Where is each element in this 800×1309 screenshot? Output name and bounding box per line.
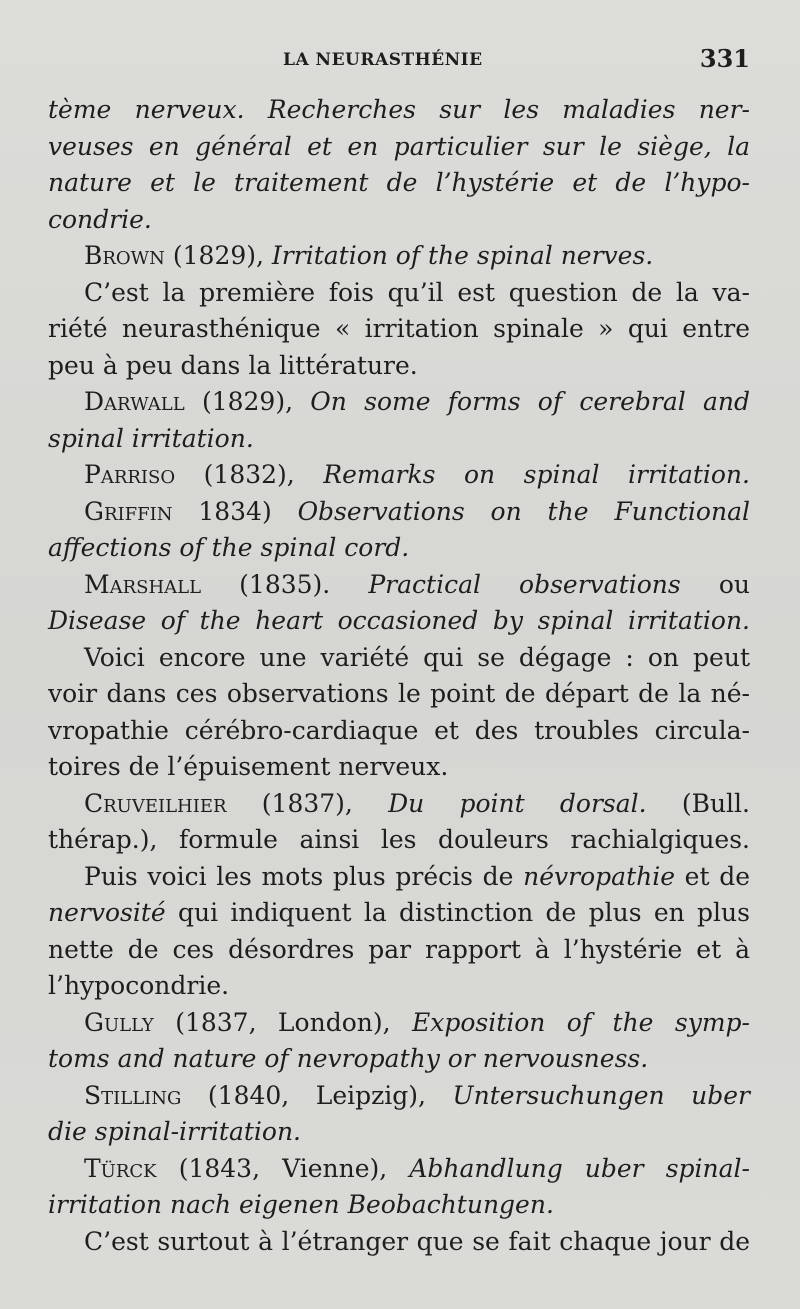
author-name: Türck — [84, 1153, 157, 1183]
text-segment: ou — [680, 569, 750, 599]
text-segment: peu à peu dans la littérature. — [48, 350, 418, 380]
text-line — [48, 384, 750, 421]
text-segment: (Bull. — [646, 788, 750, 818]
author-name: Darwall — [84, 387, 185, 416]
italic-text: nature et le traitement de l’hystérie et de l’hypo- — [48, 168, 750, 197]
text-segment: Voici encore une variété qui se dégage : on peut — [84, 642, 750, 672]
text-line — [48, 1151, 750, 1188]
text-segment: C’est surtout à l’étranger que se fait chaque jour de — [84, 1226, 750, 1256]
text-line — [48, 749, 750, 786]
text-line — [48, 713, 750, 750]
text-line — [48, 421, 750, 458]
text-segment: riété neurasthénique « irritation spinale » qui entre — [48, 314, 750, 343]
italic-text: Practical observations — [368, 569, 681, 599]
text-segment: voir dans ces observations le point de départ de la né- — [48, 679, 750, 708]
italic-text: veuses en général et en particulier sur le siège, la — [48, 131, 750, 161]
text-line — [48, 676, 750, 713]
italic-text: Observations on the Functional — [297, 496, 750, 526]
text-segment: (1837, London), — [153, 1007, 412, 1037]
author-name: Brown — [84, 241, 165, 270]
page-body-text — [48, 92, 750, 1260]
text-line — [48, 1041, 750, 1078]
text-line — [48, 603, 750, 640]
text-line — [48, 457, 750, 494]
text-segment: (1837), — [226, 788, 389, 818]
italic-text: irritation nach eigenen Beobachtungen. — [48, 1190, 554, 1219]
italic-text: névropathie — [523, 861, 676, 891]
text-segment: (1843, Vienne), — [156, 1153, 410, 1183]
italic-text: Exposition of the symp- — [411, 1007, 750, 1037]
author-name: Griffin — [84, 496, 173, 526]
text-line — [48, 129, 750, 166]
text-line — [48, 494, 750, 531]
text-line — [48, 348, 750, 385]
text-segment: (1832), — [175, 460, 324, 489]
text-segment: C’est la première fois qu’il est question de la va- — [84, 277, 750, 307]
text-segment: 1834) — [172, 496, 298, 526]
text-line — [48, 895, 750, 932]
text-line — [48, 822, 750, 859]
author-name: Gully — [84, 1007, 154, 1037]
text-line — [48, 311, 750, 348]
text-line — [48, 1114, 750, 1151]
text-segment: vropathie cérébro-cardiaque et des troubles circula- — [48, 715, 750, 745]
text-line — [48, 859, 750, 896]
italic-text: spinal irritation. — [48, 423, 254, 453]
text-line — [48, 968, 750, 1005]
text-segment: (1829), — [184, 387, 311, 416]
italic-text: condrie. — [48, 204, 152, 234]
author-name: Marshall — [84, 569, 202, 599]
italic-text: nervosité — [48, 898, 166, 927]
italic-text: Abhandlung uber spinal- — [409, 1153, 750, 1183]
italic-text: affections of the spinal cord. — [48, 533, 410, 562]
italic-text: toms and nature of nevropathy or nervousness. — [48, 1044, 649, 1073]
text-line — [48, 275, 750, 312]
author-name: Stilling — [84, 1080, 182, 1110]
text-segment: nette de ces désordres par rapport à l’hystérie et à — [48, 934, 750, 964]
italic-text: die spinal-irritation. — [48, 1117, 302, 1146]
text-segment: (1840, Leipzig), — [181, 1080, 453, 1110]
italic-text: Remarks on spinal irritation. — [323, 460, 750, 489]
running-title: LA NEURASTHÉNIE — [283, 50, 483, 70]
author-name: Cruveilhier — [84, 788, 227, 818]
text-segment: (1835). — [201, 569, 369, 599]
text-segment: Puis voici les mots plus précis de — [84, 861, 524, 891]
italic-text: On some forms of cerebral and — [310, 387, 750, 416]
text-line — [48, 567, 750, 604]
page-number: 331 — [699, 44, 750, 73]
text-line — [48, 786, 750, 823]
text-segment: l’hypocondrie. — [48, 971, 230, 1000]
text-segment: (1829), — [164, 241, 272, 270]
text-line — [48, 202, 750, 239]
italic-text: Disease of the heart occasioned by spinal irritation. — [48, 606, 750, 635]
author-name: Parriso — [84, 460, 176, 489]
text-line — [48, 932, 750, 969]
text-line — [48, 640, 750, 677]
page-header — [48, 42, 750, 82]
italic-text: Untersuchungen uber — [452, 1080, 750, 1110]
text-line — [48, 165, 750, 202]
text-line — [48, 238, 750, 275]
text-line — [48, 530, 750, 567]
italic-text: Irritation of the spinal nerves. — [271, 241, 654, 270]
text-segment: et de — [675, 861, 750, 891]
italic-text: Du point dorsal. — [388, 788, 647, 818]
text-segment: thérap.), formule ainsi les douleurs rachialgiques. — [48, 825, 750, 854]
text-line — [48, 1187, 750, 1224]
text-line — [48, 1078, 750, 1115]
italic-text: tème nerveux. Recherches sur les maladies ner- — [48, 95, 750, 124]
text-segment: toires de l’épuisement nerveux. — [48, 752, 449, 781]
text-segment: qui indiquent la distinction de plus en plus — [165, 898, 750, 927]
text-line — [48, 92, 750, 129]
text-line — [48, 1005, 750, 1042]
text-line — [48, 1224, 750, 1261]
